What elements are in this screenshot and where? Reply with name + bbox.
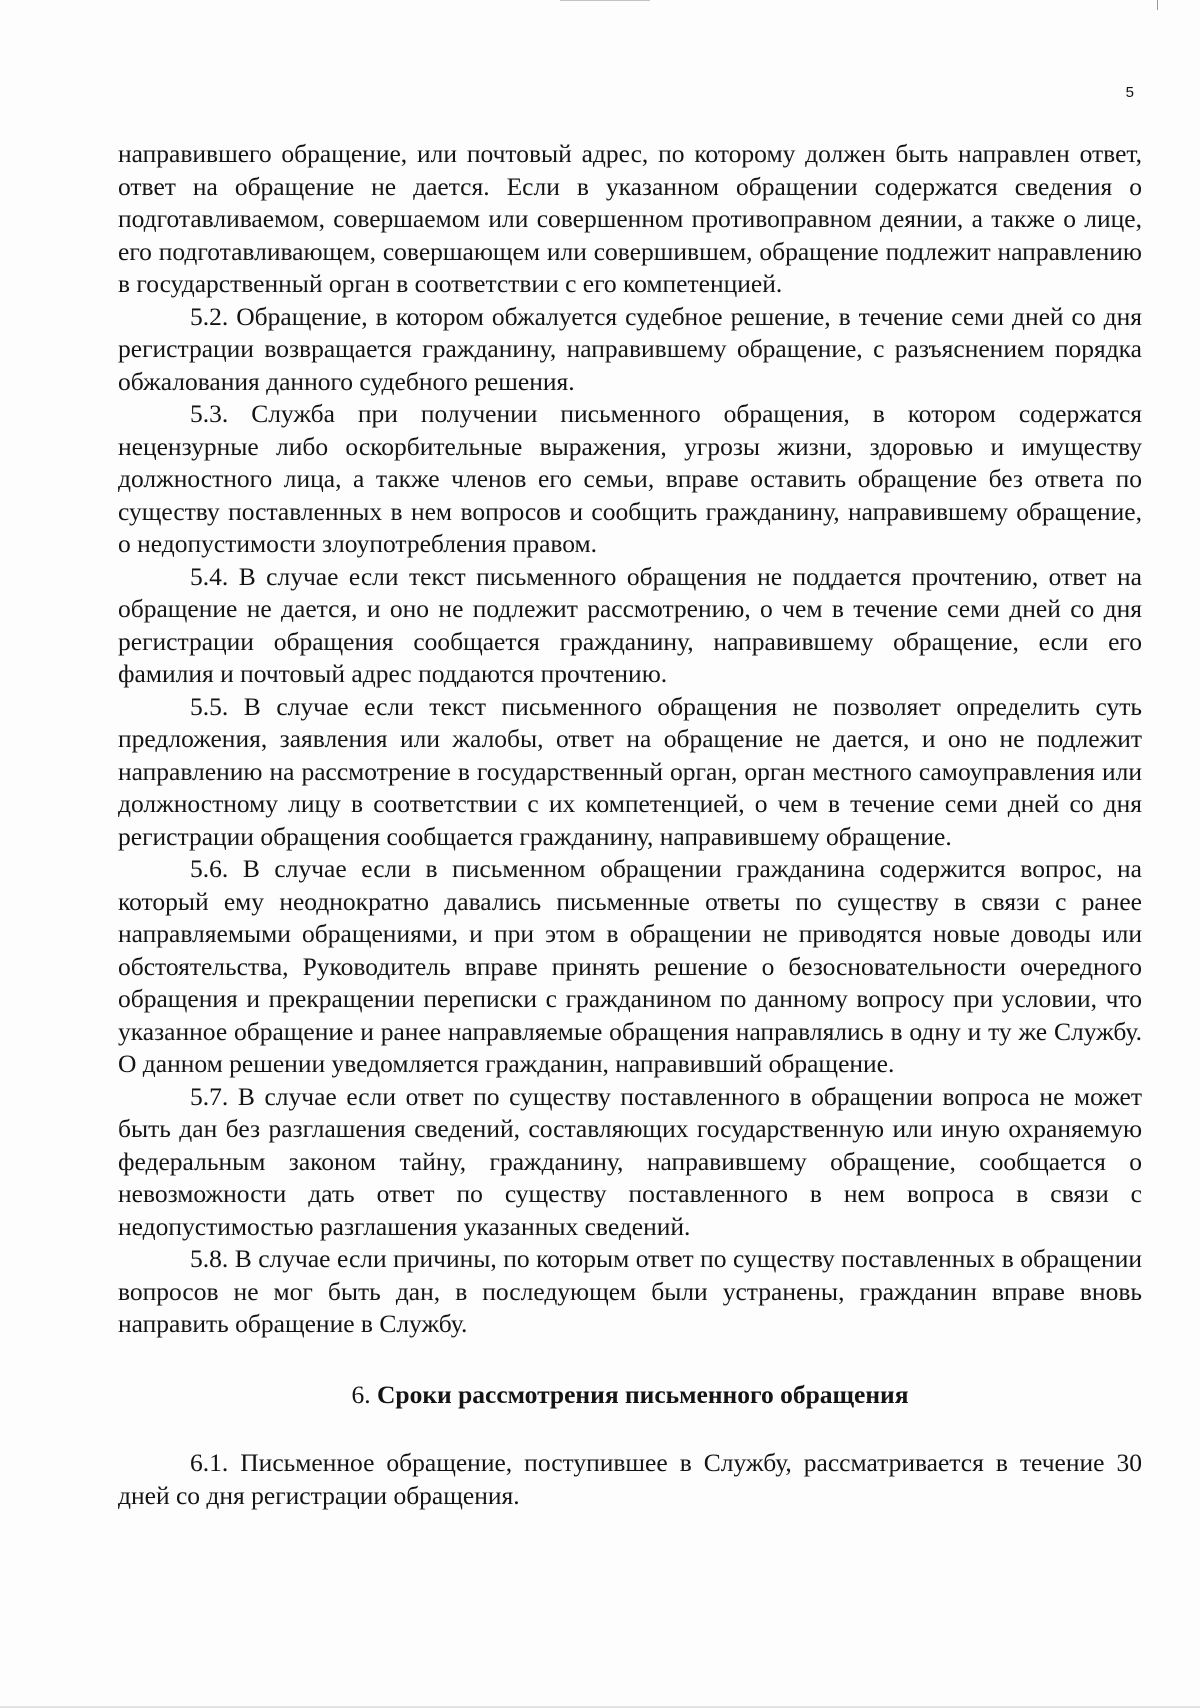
document-body <box>118 138 1142 1512</box>
scan-artifact <box>560 0 650 1</box>
paragraph-5-7: 5.7. В случае если ответ по существу поставленного в обращении вопроса не может быть дан без разглашения сведений, составляющих государственную или иную охраняемую федеральным законом тайну, гражданину, направившему обращение, сообщается о невозможности дать ответ по существу поставленного в нем вопроса в связи с недопустимостью разглашения указанных сведений. <box>118 1081 1142 1241</box>
paragraph-5-3: 5.3. Служба при получении письменного обращения, в котором содержатся нецензурные либо оскорбительные выражения, угрозы жизни, здоровью и имуществу должностного лица, а также членов его семьи, вправе оставить обращение без ответа по существу поставленных в нем вопросов и сообщить гражданину, направившему обращение, о недопустимости злоупотребления правом. <box>118 399 1142 558</box>
paragraph-5-5: 5.5. В случае если текст письменного обращения не позволяет определить суть предложения, заявления или жалобы, ответ на обращение не дается, и оно не подлежит направлению на рассмотрение в государственный орган, орган местного самоуправления или должностному лицу в соответствии с их компетенцией, о чем в течение семи дней со дня регистрации обращения сообщается гражданину, направившему обращение. <box>118 691 1142 851</box>
scan-artifact <box>1157 0 1158 10</box>
paragraph-6-1: 6.1. Письменное обращение, поступившее в Службу, рассматривается в течение 30 дней со дня регистрации обращения. <box>118 1448 1142 1510</box>
paragraph-5-8: 5.8. В случае если причины, по которым ответ по существу поставленных в обращении вопросов не мог быть дан, в последующем были устранены, гражданин вправе вновь направить обращение в Службу. <box>118 1244 1142 1338</box>
paragraph-5-6: 5.6. В случае если в письменном обращении гражданина содержится вопрос, на который ему неоднократно давались письменные ответы по существу в связи с ранее направляемыми обращениями, и при этом в обращении не приводятся новые доводы или обстоятельства, Руководитель вправе принять решение о безосновательности очередного обращения и прекращении переписки с гражданином по данному вопросу при условии, что указанное обращение и ранее направляемые обращения направлялись в одну и ту же Службу. О данном решении уведомляется гражданин, направивший обращение. <box>118 854 1142 1078</box>
section-heading <box>118 1379 1142 1412</box>
paragraph-5-2: 5.2. Обращение, в котором обжалуется судебное решение, в течение семи дней со дня регистрации возвращается гражданину, направившему обращение, с разъяснением порядка обжалования данного судебного решения. <box>118 301 1142 396</box>
section-number: 6. <box>351 1379 371 1409</box>
page-number: 5 <box>1125 84 1134 101</box>
paragraph-continuation: направившего обращение, или почтовый адрес, по которому должен быть направлен ответ, ответ на обращение не дается. Если в указанном обращении содержатся сведения о подготавливаемом, совершаемом или совершенном противоправном деянии, а также о лице, его подготавливающем, совершающем или совершившем, обращение подлежит направлению в государственный орган в соответствии с его компетенцией. <box>118 139 1142 298</box>
paragraph-5-4: 5.4. В случае если текст письменного обращения не поддается прочтению, ответ на обращение не дается, и оно не подлежит рассмотрению, о чем в течение семи дней со дня регистрации обращения сообщается гражданину, направившему обращение, если его фамилия и почтовый адрес поддаются прочтению. <box>118 561 1142 688</box>
section-title: Сроки рассмотрения письменного обращения <box>376 1379 909 1409</box>
